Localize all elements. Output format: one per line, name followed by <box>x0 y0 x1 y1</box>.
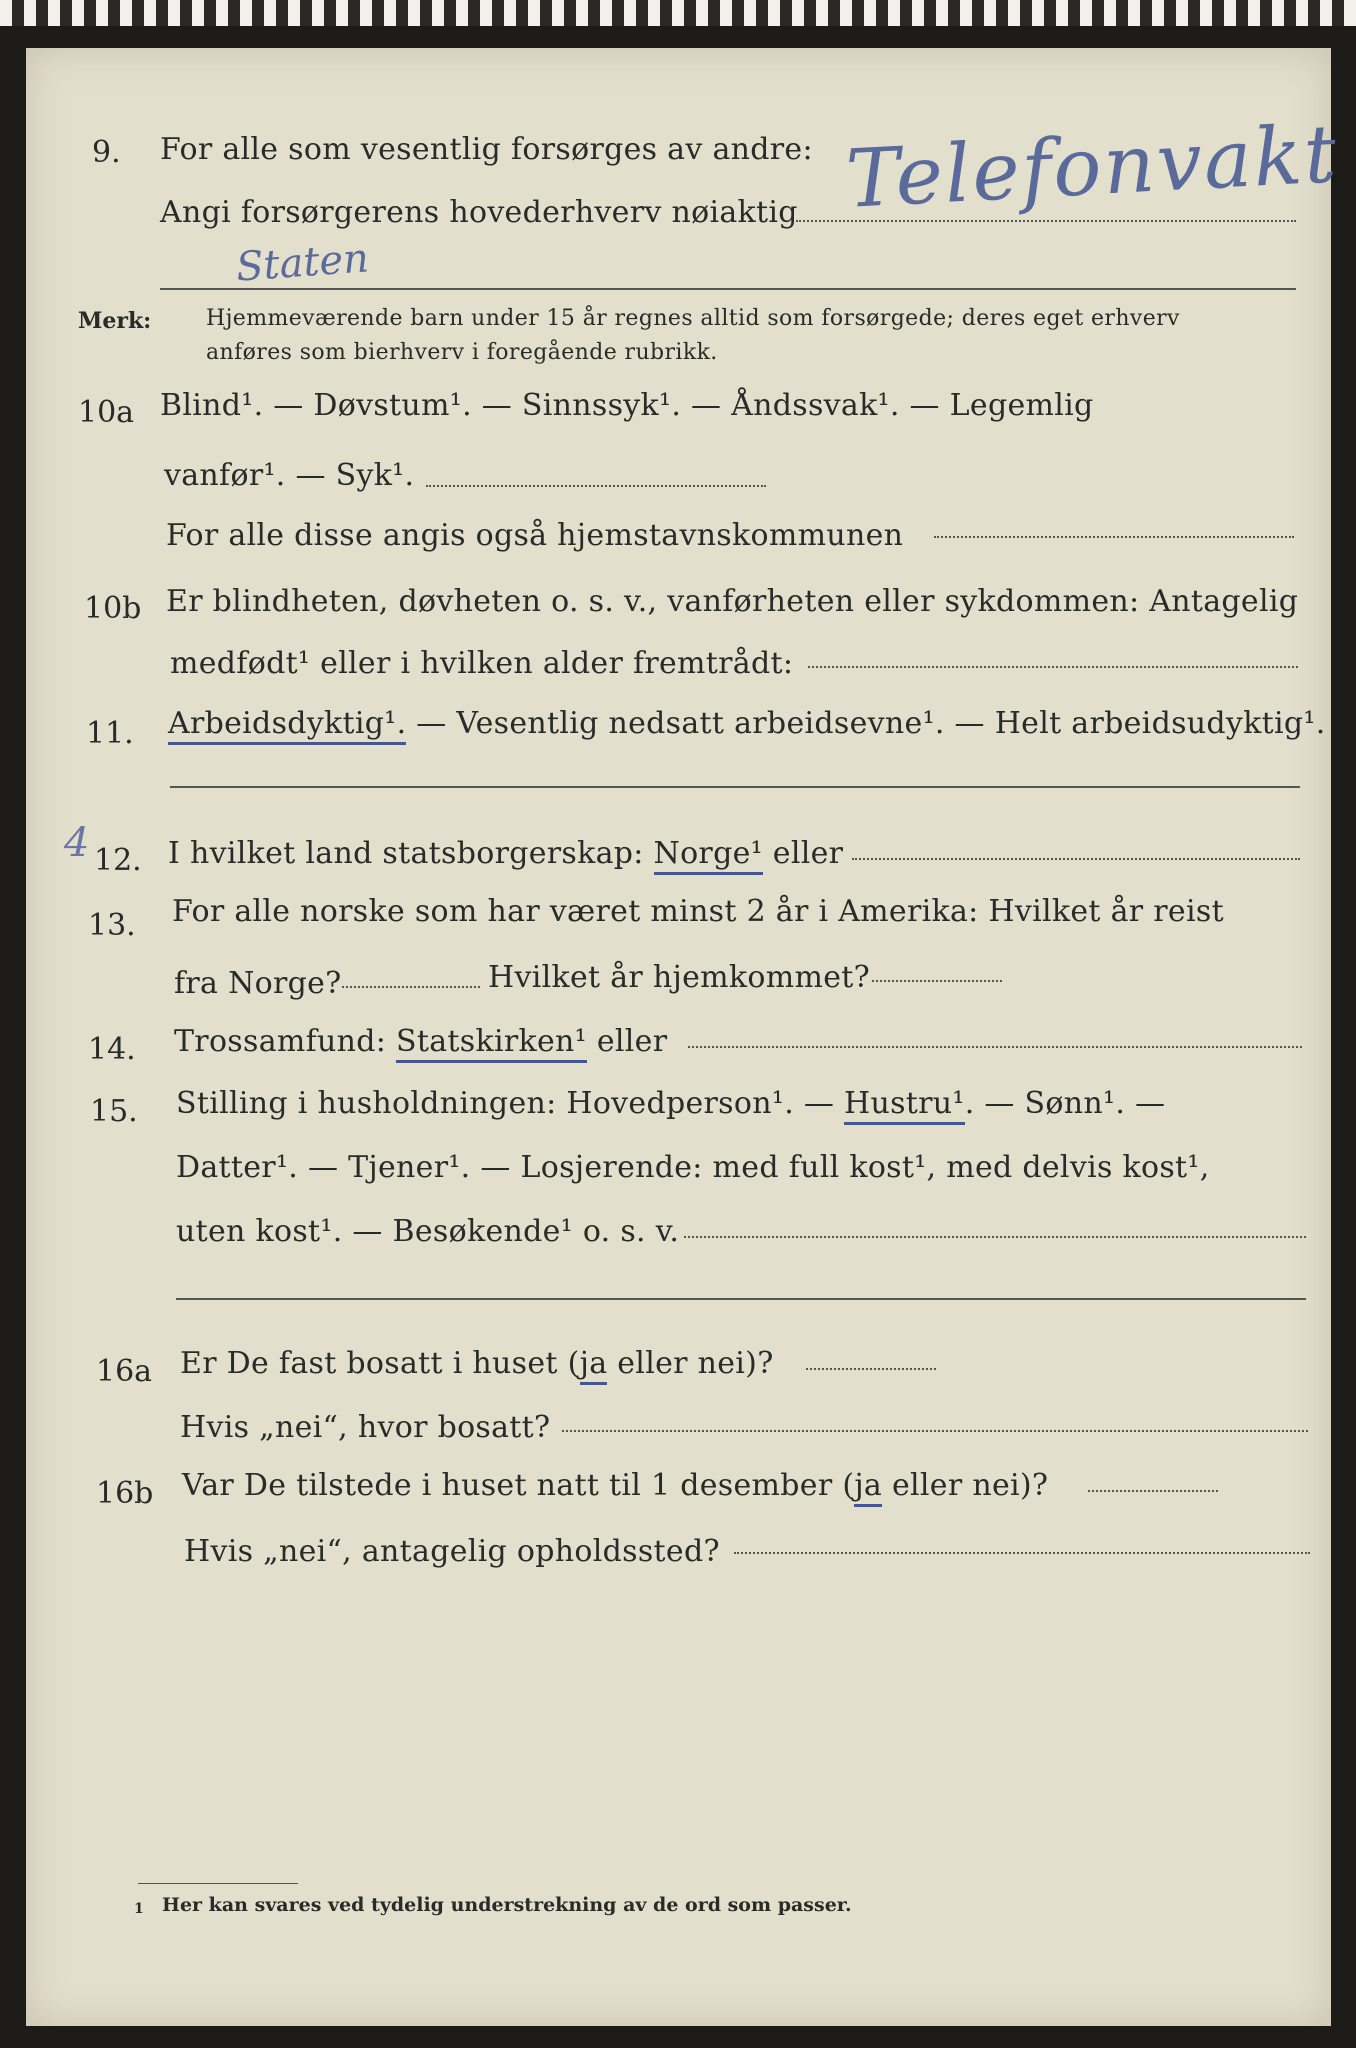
q16b-question: Var De tilstede i huset natt til 1 desember ( <box>182 1468 855 1503</box>
q11-number: 11. <box>86 716 134 751</box>
q13-return-label: Hvilket år hjemkommet? <box>488 960 871 995</box>
q14-question: Trossamfund: <box>174 1024 397 1059</box>
q10a-line3: For alle disse angis også hjemstavnskommunen <box>166 518 904 553</box>
census-form-page <box>26 48 1341 2026</box>
q16a-eller-nei: eller nei)? <box>607 1346 774 1381</box>
q13-departure-label: fra Norge? <box>174 966 342 1001</box>
q16b-location-line <box>734 1552 1310 1554</box>
q12-option-norge[interactable]: Norge¹ <box>654 836 763 875</box>
q15-answer-line1 <box>684 1236 1306 1238</box>
q15-option-hustru[interactable]: Hustru¹ <box>844 1086 965 1125</box>
q16b-line1 <box>182 1468 1048 1503</box>
q14-option-statskirken[interactable]: Statskirken¹ <box>396 1024 587 1063</box>
q12-question: I hvilket land statsborgerskap: <box>168 836 654 871</box>
q16a-answer-line <box>806 1368 936 1370</box>
q16a-line2: Hvis „nei“, hvor bosatt? <box>180 1410 551 1445</box>
q16b-option-ja[interactable]: ja <box>854 1468 882 1507</box>
q16a-residence-line <box>562 1430 1308 1432</box>
q10b-answer-line <box>808 666 1298 668</box>
q10b-line2: medfødt¹ eller i hvilken alder fremtrådt: <box>170 646 794 681</box>
q10a-municipality-line <box>934 536 1294 538</box>
q10a-number: 10a <box>78 395 135 430</box>
q16a-question: Er De fast bosatt i huset ( <box>180 1346 580 1381</box>
q13-return-line <box>872 980 1002 982</box>
footnote-separator <box>138 1883 298 1884</box>
scan-ruler-strip <box>0 0 1356 26</box>
q15-question: Stilling i husholdningen: Hovedperson¹. — <box>176 1086 844 1121</box>
q11-line <box>168 706 1326 741</box>
footnote-marker: 1 <box>134 1901 144 1917</box>
q10a-line2: vanfør¹. — Syk¹. <box>164 458 415 493</box>
q10b-number: 10b <box>84 591 142 626</box>
q9-handwritten-provider: Staten <box>234 235 371 291</box>
q9-line1: For alle som vesentlig forsørges av andre: <box>160 132 813 167</box>
q16b-line2: Hvis „nei“, antagelig opholdssted? <box>184 1534 720 1569</box>
q14-number: 14. <box>88 1032 136 1067</box>
q15-more-options: . — Sønn¹. — <box>964 1086 1166 1121</box>
q12-number: 12. <box>94 843 142 878</box>
q13-line1: For alle norske som har været minst 2 år i Amerika: Hvilket år reist <box>172 894 1224 929</box>
q10a-line1: Blind¹. — Døvstum¹. — Sinnssyk¹. — Åndssvak¹. — Legemlig <box>160 388 1094 423</box>
q10a-answer-line <box>426 485 766 487</box>
q15-answer-line2 <box>176 1298 1306 1300</box>
q11-option-arbeidsdyktig[interactable]: Arbeidsdyktig¹. <box>168 706 406 745</box>
q16b-eller-nei: eller nei)? <box>882 1468 1049 1503</box>
q9-number: 9. <box>92 135 121 170</box>
q14-line <box>174 1024 667 1059</box>
q12-eller: eller <box>762 836 844 871</box>
q16b-number: 16b <box>96 1476 154 1511</box>
q9-answer-line2 <box>160 288 1296 290</box>
q12-answer-line <box>852 858 1300 860</box>
q10b-line1: Er blindheten, døvheten o. s. v., vanførheten eller sykdommen: Antagelig <box>166 584 1299 619</box>
q15-number: 15. <box>90 1094 138 1129</box>
q15-line3: uten kost¹. — Besøkende¹ o. s. v. <box>176 1214 680 1249</box>
q12-margin-mark: 4 <box>64 820 90 866</box>
q11-answer-line <box>170 786 1300 788</box>
q16a-option-ja[interactable]: ja <box>580 1346 608 1385</box>
footnote-text: Her kan svares ved tydelig understrekning av de ord som passer. <box>162 1894 852 1916</box>
q16a-line1 <box>180 1346 774 1381</box>
merk-line1: Hjemmeværende barn under 15 år regnes alltid som forsørgede; deres eget erhverv <box>206 306 1180 331</box>
q16b-answer-line <box>1088 1490 1218 1492</box>
q14-eller: eller <box>586 1024 668 1059</box>
q11-other-options: — Vesentlig nedsatt arbeidsevne¹. — Helt arbeidsudyktig¹. <box>406 706 1326 741</box>
q12-line <box>168 836 843 871</box>
q9-line2: Angi forsørgerens hovederhverv nøiaktig <box>160 195 798 230</box>
merk-line2: anføres som bierhverv i foregående rubrikk. <box>206 340 718 365</box>
q15-line2: Datter¹. — Tjener¹. — Losjerende: med full kost¹, med delvis kost¹, <box>176 1150 1210 1185</box>
merk-label: Merk: <box>78 308 152 334</box>
q13-departure-line <box>342 986 480 988</box>
q16a-number: 16a <box>96 1354 153 1389</box>
q9-handwritten-occupation: Telefonvakt <box>843 107 1341 226</box>
q13-number: 13. <box>88 908 136 943</box>
q14-answer-line <box>688 1046 1302 1048</box>
q15-line1 <box>176 1086 1165 1121</box>
